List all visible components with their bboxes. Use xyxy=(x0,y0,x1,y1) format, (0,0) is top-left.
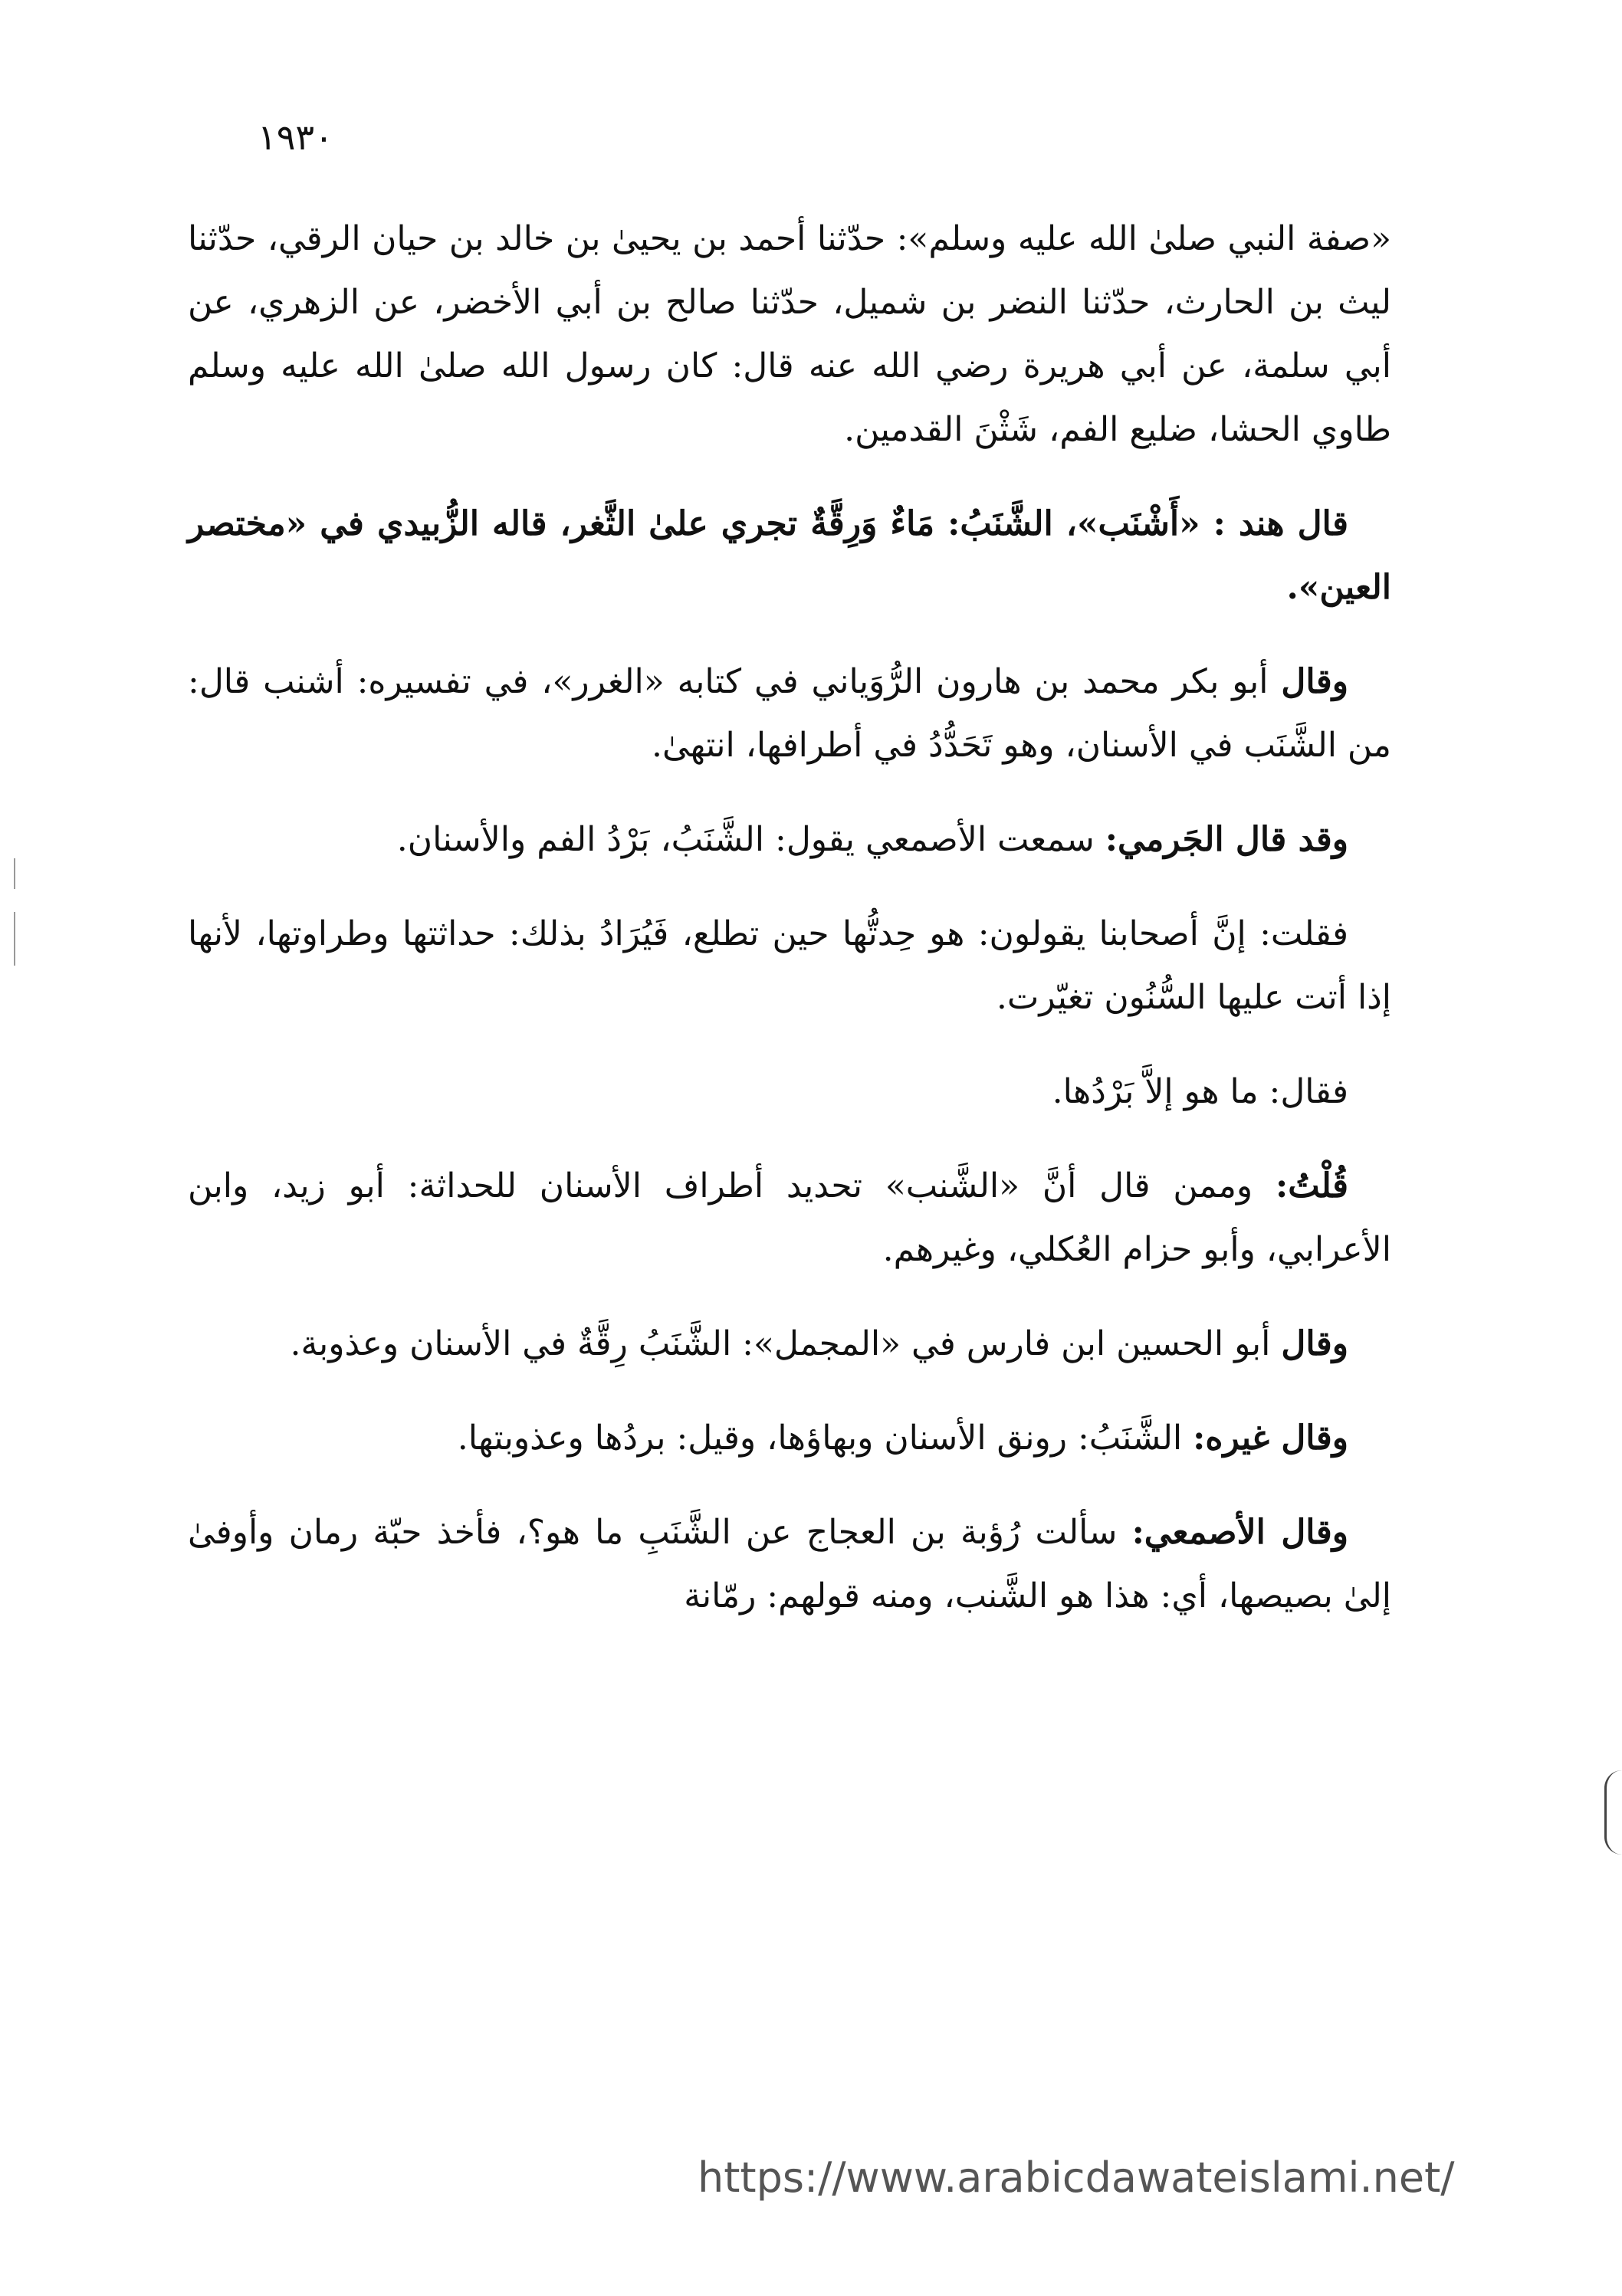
paragraph-6 xyxy=(188,1060,1391,1123)
paragraph-3-lead: وقال xyxy=(1281,662,1348,701)
paragraph-10 xyxy=(188,1501,1391,1628)
page-number: ١٩٣٠ xyxy=(258,116,333,158)
scan-mark xyxy=(14,912,15,966)
paragraph-1 xyxy=(188,207,1391,461)
paragraph-8-text: أبو الحسين ابن فارس في «المجمل»: الشَّنَبُ رِقَّةٌ في الأسنان وعذوبة. xyxy=(290,1324,1271,1363)
paragraph-7 xyxy=(188,1154,1391,1281)
paragraph-4 xyxy=(188,808,1391,871)
footer-url: https://www.arabicdawateislami.net/ xyxy=(698,2153,1455,2202)
body-text xyxy=(188,207,1391,1658)
paragraph-5 xyxy=(188,902,1391,1029)
paragraph-10-text: سألت رُؤبة بن العجاج عن الشَّنَبِ ما هو؟، فأخذ حبّة رمان وأوفىٰ إلىٰ بصيصها، أي: هذا هو الشَّنب، ومنه قولهم: رمّانة xyxy=(188,1513,1391,1615)
paragraph-5-text: فقلت: إنَّ أصحابنا يقولون: هو حِدتُّها حين تطلع، فَيُرَادُ بذلك: حداثتها وطراوتها، لأنها إذا أتت عليها السُّنُون تغيّرت. xyxy=(188,914,1391,1017)
scan-mark xyxy=(14,858,15,889)
paragraph-7-text: وممن قال أنَّ «الشَّنب» تحديد أطراف الأسنان للحداثة: أبو زيد، وابن الأعرابي، وأبو حزام العُكلي، وغيرهم. xyxy=(188,1166,1391,1269)
paragraph-9 xyxy=(188,1406,1391,1470)
paragraph-9-text: الشَّنَبُ: رونق الأسنان وبهاؤها، وقيل: بردُها وعذوبتها. xyxy=(457,1419,1183,1458)
paragraph-8-lead: وقال xyxy=(1281,1324,1348,1363)
paragraph-4-lead: وقد قال الجَرمي: xyxy=(1105,820,1348,859)
paragraph-2-lead: قال هند : «أَشْنَب»، الشَّنَبُ: مَاءٌ وَرِقَّةٌ تجري علىٰ الثَّغر، قاله الزُّبيدي في «مختصر العين». xyxy=(188,504,1391,607)
paragraph-8 xyxy=(188,1312,1391,1376)
paragraph-2 xyxy=(188,492,1391,619)
paragraph-9-lead: وقال غيره: xyxy=(1193,1419,1348,1458)
paragraph-3-text: أبو بكر محمد بن هارون الرُّوَياني في كتابه «الغرر»، في تفسيره: أشنب قال: من الشَّنَب في الأسنان، وهو تَحَدُّدُ في أطرافها، انتهىٰ. xyxy=(188,662,1391,765)
paragraph-6-text: فقال: ما هو إلاَّ بَرْدُها. xyxy=(1052,1072,1348,1111)
page-edge-mark xyxy=(1604,1770,1622,1855)
paragraph-3 xyxy=(188,650,1391,777)
paragraph-1-text: «صفة النبي صلىٰ الله عليه وسلم»: حدّثنا أحمد بن يحيىٰ بن خالد بن حيان الرقي، حدّثنا ليث بن الحارث، حدّثنا النضر بن شميل، حدّثنا صالح بن أبي الأخضر، عن الزهري، عن أبي سلمة، عن أبي هريرة رضي الله عنه قال: كان رسول الله صلىٰ الله عليه وسلم طاوي الحشا، ضليع الفم، شَثْنَ القدمين. xyxy=(188,219,1391,449)
paragraph-4-text: سمعت الأصمعي يقول: الشَّنَبُ، بَرْدُ الفم والأسنان. xyxy=(396,820,1095,859)
paragraph-10-lead: وقال الأصمعي: xyxy=(1131,1513,1348,1552)
paragraph-7-lead: قُلْتُ: xyxy=(1275,1166,1348,1205)
